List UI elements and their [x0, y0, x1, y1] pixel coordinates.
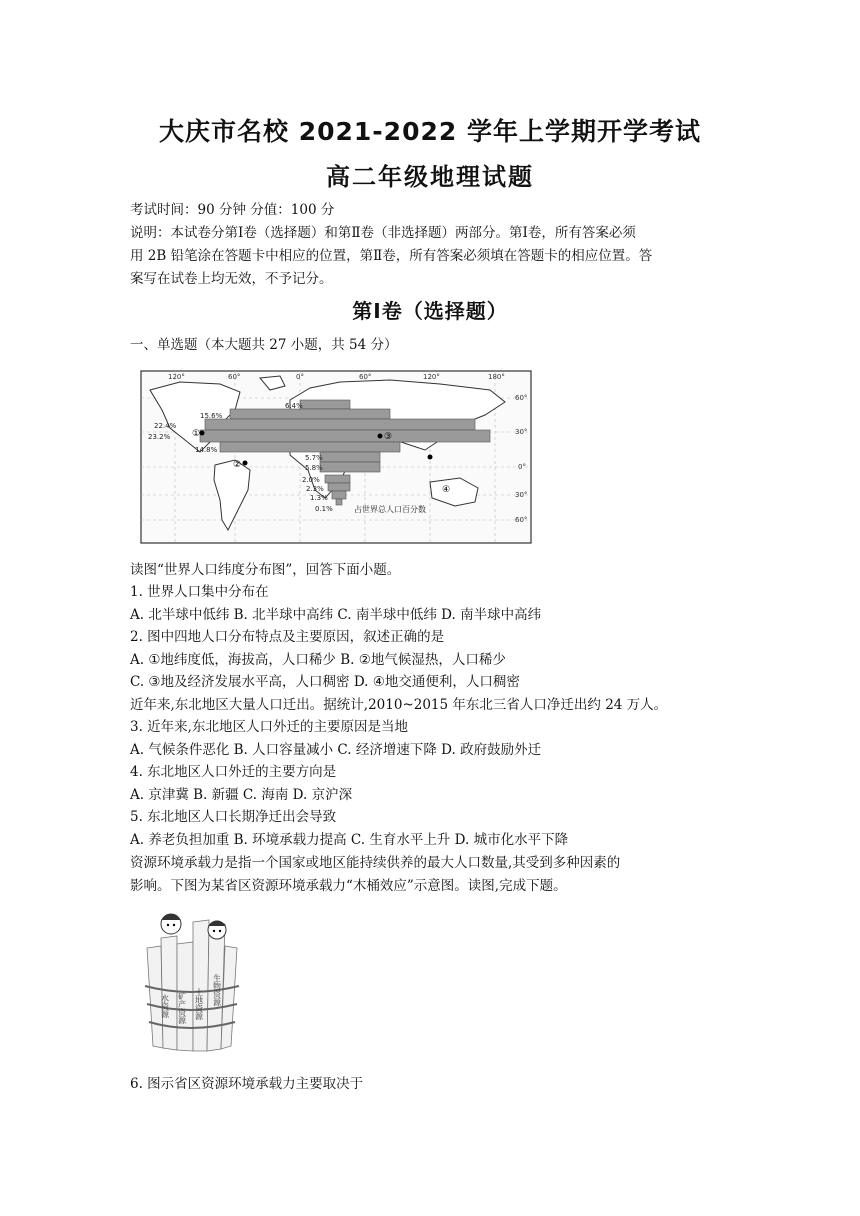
lat-label: 30°: [515, 428, 528, 436]
question-6: 6. 图示省区资源环境承载力主要取决于: [130, 1076, 364, 1092]
question-2-options-2: C. ③地及经济发展水平高，人口稠密 D. ④地交通便利，人口稠密: [130, 674, 520, 690]
exam-note-line-1: 说明：本试卷分第Ⅰ卷（选择题）和第Ⅱ卷（非选择题）两部分。第Ⅰ卷，所有答案必须: [130, 225, 636, 241]
lat-label: 0°: [518, 463, 526, 471]
question-group-c-intro-2: 影响。下图为某省区资源环境承载力“木桶效应”示意图。读图,完成下题。: [130, 878, 567, 894]
question-group-b-intro: 近年来,东北地区大量人口迁出。据统计,2010~2015 年东北三省人口净迁出约 24 万人。: [130, 697, 668, 713]
barrel-effect-figure: [135, 908, 245, 1060]
lat-label: 60°: [515, 394, 528, 402]
marker-2: ②: [233, 460, 242, 470]
marker-dot: [378, 434, 383, 439]
barrel-staves: [147, 920, 237, 1051]
pct-label: 0.1%: [315, 505, 333, 513]
bar-5.8: [320, 462, 380, 472]
marker-dot: [243, 461, 248, 466]
exam-note-line-2: 用 2B 铅笔涂在答题卡中相应的位置，第Ⅱ卷，所有答案必须填在答题卡的相应位置。答: [130, 248, 653, 264]
exam-note-line-3: 案写在试卷上均无效，不予记分。: [130, 271, 333, 287]
map-caption: 占世界总人口百分数: [354, 505, 426, 514]
bar-23.2: [200, 430, 490, 442]
question-5-options: A. 养老负担加重 B. 环境承载力提高 C. 生育水平上升 D. 城市化水平下降: [130, 832, 569, 848]
bar-1.3: [332, 491, 346, 499]
bar-5.7: [320, 452, 380, 462]
question-group-c-intro-1: 资源环境承载力是指一个国家或地区能持续供养的最大人口数量,其受到多种因素的: [130, 855, 621, 871]
label-biological-resources: 生物资源: [212, 974, 222, 1006]
lon-label: 120°: [168, 373, 185, 381]
bar-14.8: [220, 442, 400, 452]
marker-1: ①: [192, 429, 201, 439]
marker-dot: [200, 431, 205, 436]
pct-label: 6.4%: [285, 402, 303, 410]
child-hair: [161, 914, 181, 920]
child-hair: [208, 921, 226, 926]
pct-label: 14.8%: [195, 446, 218, 454]
lon-label: 60°: [359, 373, 372, 381]
exam-subtitle: 高二年级地理试题: [326, 163, 534, 191]
lat-label: 30°: [515, 491, 528, 499]
pct-label: 5.7%: [305, 454, 323, 462]
question-2-options-1: A. ①地纬度低，海拔高，人口稀少 B. ②地气候湿热，人口稀少: [130, 652, 506, 668]
lat-label: 60°: [515, 516, 528, 524]
question-3: 3. 近年来,东北地区人口外迁的主要原因是当地: [130, 719, 408, 735]
pct-label: 23.2%: [148, 433, 171, 441]
lon-label: 180°: [488, 373, 505, 381]
marker-3: ③: [384, 432, 393, 442]
question-group-a-intro: 读图“世界人口纬度分布图”，回答下面小题。: [130, 562, 401, 578]
question-1: 1. 世界人口集中分布在: [130, 584, 269, 600]
section-title: 第Ⅰ卷（选择题）: [352, 299, 508, 323]
lon-label: 120°: [423, 373, 440, 381]
question-1-options: A. 北半球中低纬 B. 北半球中高纬 C. 南半球中低纬 D. 南半球中高纬: [130, 607, 542, 623]
lon-label: 60°: [228, 373, 241, 381]
label-mineral-resources: 矿产资源: [177, 992, 187, 1024]
pct-label: 5.8%: [305, 464, 323, 472]
world-population-latitude-map: [140, 370, 532, 545]
pct-label: 15.6%: [200, 412, 223, 420]
pct-label: 2.3%: [306, 485, 324, 493]
marker-dot: [428, 455, 433, 460]
pct-label: 1.3%: [310, 494, 328, 502]
exam-title: 大庆市名校 2021-2022 学年上学期开学考试: [159, 117, 701, 146]
bar-0.1: [336, 499, 342, 505]
bar-2.0: [325, 475, 350, 483]
question-3-options: A. 气候条件恶化 B. 人口容量减小 C. 经济增速下降 D. 政府鼓励外迁: [130, 742, 542, 758]
label-land-resources: 土地资源: [194, 988, 204, 1020]
bar-15.6: [230, 409, 390, 419]
label-water-resources: 水资源: [160, 994, 170, 1018]
section-subtitle: 一、单选题（本大题共 27 小题，共 54 分）: [130, 337, 398, 353]
question-4-options: A. 京津冀 B. 新疆 C. 海南 D. 京沪深: [130, 787, 353, 803]
lon-label: 0°: [296, 373, 304, 381]
question-5: 5. 东北地区人口长期净迁出会导致: [130, 809, 337, 825]
bar-6.4: [300, 400, 350, 409]
marker-4: ④: [442, 485, 451, 495]
pct-label: 22.4%: [154, 422, 177, 430]
question-2: 2. 图中四地人口分布特点及主要原因，叙述正确的是: [130, 629, 445, 645]
bar-2.3: [328, 483, 350, 491]
question-4: 4. 东北地区人口外迁的主要方向是: [130, 764, 337, 780]
pct-label: 2.0%: [302, 476, 320, 484]
bar-22.4: [205, 419, 475, 430]
exam-time-score: 考试时间：90 分钟 分值：100 分: [130, 202, 335, 218]
